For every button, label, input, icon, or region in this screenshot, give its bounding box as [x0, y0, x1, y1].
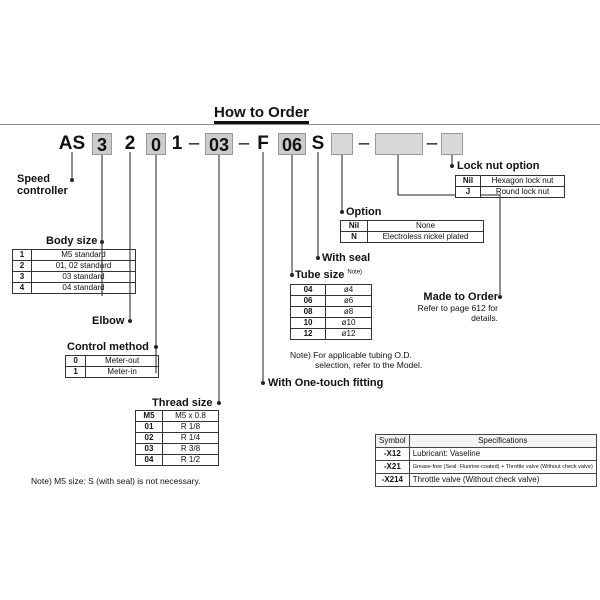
made-to-order-label: Made to Order — [423, 291, 498, 303]
lock-nut-label: Lock nut option — [457, 160, 540, 172]
thread-size-table — [135, 410, 219, 466]
pointer-dot — [450, 164, 454, 168]
table-row: -X214 Throttle valve (Without check valve) — [376, 474, 597, 487]
code-digit-1: 1 — [171, 133, 183, 154]
option-label: Option — [346, 206, 382, 218]
code-body-size: 3 — [92, 133, 112, 155]
with-seal-label: With seal — [322, 252, 371, 264]
one-touch-label: With One-touch fitting — [268, 377, 384, 389]
tube-size-table — [290, 284, 372, 340]
table-row: 12 ø12 — [291, 329, 372, 340]
option-table — [340, 220, 484, 243]
code-prefix: AS — [58, 133, 86, 154]
control-method-label: Control method — [67, 341, 149, 353]
code-dash: – — [188, 133, 200, 154]
table-row: 1 M5 standard — [13, 250, 136, 261]
code-dash: – — [358, 133, 370, 154]
table-row: J Round lock nut — [456, 187, 565, 198]
code-dash: – — [238, 133, 250, 154]
made-to-order-block — [405, 291, 498, 323]
code-control-method: 0 — [146, 133, 166, 155]
pointer-dot — [70, 178, 74, 182]
table-row: Nil Hexagon lock nut — [456, 176, 565, 187]
table-row: 0 Meter-out — [66, 356, 159, 367]
pointer-dot — [261, 381, 265, 385]
pointer-dot — [154, 345, 158, 349]
tube-size-note: Note) For applicable tubing O.D. selection, refer to the Model. — [290, 350, 423, 370]
body-size-label: Body size — [46, 235, 98, 247]
elbow-label: Elbow — [92, 315, 125, 327]
page-title: How to Order — [214, 104, 310, 121]
table-row: N Electroless nickel plated — [341, 232, 484, 243]
table-row: 2 01, 02 standard — [13, 261, 136, 272]
made-to-order-ref: Refer to page 612 for — [417, 303, 498, 313]
table-row: M5 M5 x 0.8 — [136, 411, 219, 422]
table-row: 4 04 standard — [13, 283, 136, 294]
thread-size-label: Thread size — [152, 397, 213, 409]
lock-nut-table — [455, 175, 565, 198]
code-tube-size: 06 — [278, 133, 306, 155]
table-row: 08 ø8 — [291, 307, 372, 318]
pointer-dot — [316, 256, 320, 260]
table-row: -X21 Grease-free (Seal: Fluorine-coated) + Throttle valve (Without check valve) — [376, 461, 597, 474]
table-row: 06 ø6 — [291, 296, 372, 307]
table-row: 01 R 1/8 — [136, 422, 219, 433]
code-elbow: 2 — [124, 133, 136, 154]
code-dash: – — [426, 133, 438, 154]
table-row: 10 ø10 — [291, 318, 372, 329]
made-to-order-details: details. — [471, 313, 498, 323]
code-option-box — [331, 133, 353, 155]
table-row: 04 ø4 — [291, 285, 372, 296]
pointer-dot — [498, 295, 502, 299]
code-one-touch: F — [257, 133, 269, 154]
code-seal: S — [311, 133, 325, 154]
pointer-dot — [128, 319, 132, 323]
table-row: 04 R 1/2 — [136, 455, 219, 466]
control-method-table — [65, 355, 159, 378]
table-row: 03 R 3/8 — [136, 444, 219, 455]
tube-size-label: Tube size $^{Note)}$ — [295, 269, 363, 281]
thread-size-note: Note) M5 size: S (with seal) is not necessary. — [31, 476, 201, 486]
table-row: 1 Meter-in — [66, 367, 159, 378]
spec-table — [375, 434, 597, 487]
pointer-dot — [290, 273, 294, 277]
code-made-to-order-box — [375, 133, 423, 155]
code-thread-size: 03 — [205, 133, 233, 155]
pointer-dot — [100, 240, 104, 244]
table-header-row: Symbol Specifications — [376, 435, 597, 448]
pointer-dot — [340, 210, 344, 214]
table-row: Nil None — [341, 221, 484, 232]
speed-controller-label: Speed controller — [17, 173, 68, 197]
code-lock-nut-box — [441, 133, 463, 155]
pointer-dot — [217, 401, 221, 405]
table-row: 02 R 1/4 — [136, 433, 219, 444]
table-row: -X12 Lubricant: Vaseline — [376, 448, 597, 461]
body-size-table — [12, 249, 136, 294]
table-row: 3 03 standard — [13, 272, 136, 283]
